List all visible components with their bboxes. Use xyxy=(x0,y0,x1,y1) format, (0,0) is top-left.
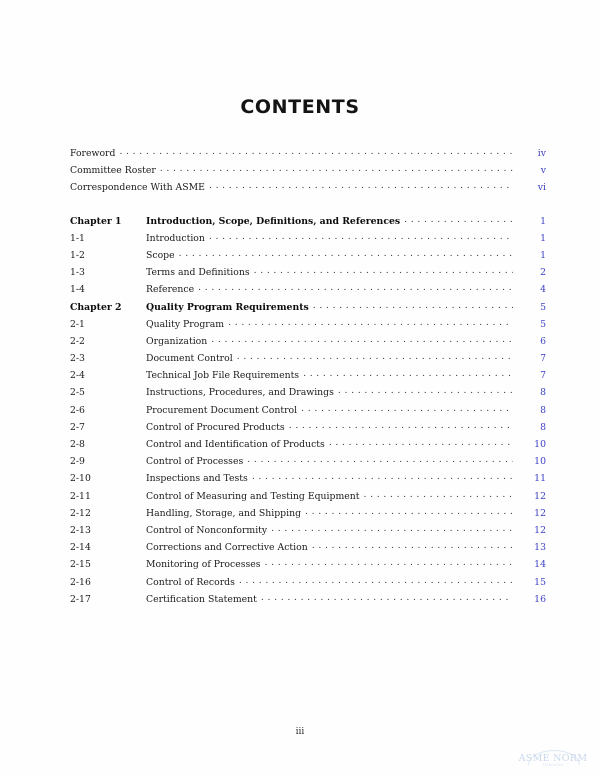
toc-row[interactable] xyxy=(70,335,546,352)
toc-row[interactable] xyxy=(70,232,546,249)
toc-entry-title: Control of Nonconformity xyxy=(146,524,268,536)
dot-leader xyxy=(271,524,513,533)
toc-entry-number: 2-16 xyxy=(70,576,91,588)
toc-entry-number: 2-3 xyxy=(70,353,85,365)
dot-leader xyxy=(364,490,513,499)
toc-row[interactable] xyxy=(70,438,546,455)
toc-entry-title: Reference xyxy=(146,284,195,296)
toc-row[interactable] xyxy=(70,266,546,283)
dot-leader xyxy=(247,455,513,464)
dot-leader xyxy=(252,472,513,481)
toc-entry-title: Introduction, Scope, Definitions, and References xyxy=(146,215,401,227)
toc-entry-page-number: 12 xyxy=(534,524,546,536)
toc-entry-number: 1-4 xyxy=(70,284,85,296)
toc-entry-number: 2-1 xyxy=(70,318,85,330)
toc-entry-page-number: 7 xyxy=(540,353,546,365)
toc-entry-page-number: 1 xyxy=(540,232,546,244)
toc-row[interactable] xyxy=(70,164,546,181)
toc-entry-page-number: 12 xyxy=(534,507,546,519)
toc-entry-title: Technical Job File Requirements xyxy=(146,370,300,382)
toc-entry-page-number: 8 xyxy=(540,387,546,399)
toc-entry-page-number: 14 xyxy=(534,559,546,571)
toc-entry-number: 2-12 xyxy=(70,507,91,519)
dot-leader xyxy=(237,352,513,361)
toc-entry-number: 2-14 xyxy=(70,542,91,554)
dot-leader xyxy=(198,283,513,292)
dot-leader xyxy=(211,335,513,344)
dot-leader xyxy=(301,404,513,413)
toc-row[interactable] xyxy=(70,576,546,593)
toc-entry-page-number: 12 xyxy=(534,490,546,502)
dot-leader xyxy=(119,147,513,156)
toc-entry-title: Correspondence With ASME xyxy=(70,182,205,194)
toc-row[interactable] xyxy=(70,181,546,198)
dot-leader xyxy=(329,438,513,447)
toc-entry-page-number: 4 xyxy=(540,284,546,296)
toc-entry-title: Certification Statement xyxy=(146,593,257,605)
dot-leader xyxy=(312,541,513,550)
dot-leader xyxy=(261,593,513,602)
toc-row[interactable] xyxy=(70,524,546,541)
asme-norm-logo xyxy=(514,747,592,773)
toc-entry-list xyxy=(70,215,546,610)
toc-entry-number: 2-17 xyxy=(70,593,91,605)
table-of-contents xyxy=(70,147,546,610)
toc-row[interactable] xyxy=(70,369,546,386)
toc-entry-page-number: 8 xyxy=(540,421,546,433)
toc-row[interactable] xyxy=(70,386,546,403)
toc-entry-page-number: iv xyxy=(537,148,546,159)
toc-row[interactable] xyxy=(70,455,546,472)
toc-entry-page-number: 16 xyxy=(534,593,546,605)
toc-row[interactable] xyxy=(70,593,546,610)
toc-entry-title: Foreword xyxy=(70,148,116,159)
toc-row[interactable] xyxy=(70,301,546,318)
toc-entry-page-number: 7 xyxy=(540,370,546,382)
toc-entry-page-number: 2 xyxy=(540,267,546,279)
toc-entry-page-number: 11 xyxy=(534,473,546,485)
toc-entry-title: Document Control xyxy=(146,353,233,365)
toc-entry-number: 1-2 xyxy=(70,249,85,261)
dot-leader xyxy=(265,558,513,567)
dot-leader xyxy=(160,164,513,173)
toc-entry-title: Inspections and Tests xyxy=(146,473,248,485)
folio-page-number: iii xyxy=(295,727,305,737)
toc-entry-page-number: 10 xyxy=(534,456,546,468)
dot-leader xyxy=(289,421,513,430)
toc-entry-page-number: 5 xyxy=(540,318,546,330)
toc-row[interactable] xyxy=(70,215,546,232)
toc-entry-title: Terms and Definitions xyxy=(146,267,250,279)
toc-entry-number: 2-6 xyxy=(70,404,85,416)
toc-entry-number: 2-5 xyxy=(70,387,85,399)
dot-leader xyxy=(305,507,513,516)
toc-entry-page-number: 13 xyxy=(534,542,546,554)
toc-entry-number: 2-8 xyxy=(70,439,85,450)
toc-entry-page-number: 1 xyxy=(540,215,546,227)
toc-entry-number: 2-9 xyxy=(70,456,85,468)
toc-entry-title: Quality Program Requirements xyxy=(146,301,309,313)
page-title: CONTENTS xyxy=(240,96,360,118)
toc-row[interactable] xyxy=(70,147,546,164)
toc-entry-number: 2-4 xyxy=(70,370,85,382)
dot-leader xyxy=(209,232,513,241)
toc-entry-number: 1-3 xyxy=(70,267,85,279)
toc-entry-title: Corrections and Corrective Action xyxy=(146,542,308,554)
logo-arc-icon xyxy=(528,750,580,765)
toc-entry-title: Control and Identification of Products xyxy=(146,439,325,450)
front-matter-list xyxy=(70,147,546,199)
toc-entry-title: Monitoring of Processes xyxy=(146,559,261,571)
toc-entry-title: Introduction xyxy=(146,232,205,244)
toc-row[interactable] xyxy=(70,490,546,507)
toc-row[interactable] xyxy=(70,472,546,489)
toc-entry-number: 2-2 xyxy=(70,335,85,347)
toc-row[interactable] xyxy=(70,507,546,524)
toc-entry-page-number: vi xyxy=(537,182,546,194)
toc-entry-page-number: 15 xyxy=(534,576,546,588)
toc-row[interactable] xyxy=(70,421,546,438)
toc-entry-title: Organization xyxy=(146,335,208,347)
toc-entry-title: Instructions, Procedures, and Drawings xyxy=(146,387,334,399)
toc-entry-number: Chapter 1 xyxy=(70,215,122,227)
toc-entry-number: 1-1 xyxy=(70,232,85,244)
toc-entry-page-number: 8 xyxy=(540,404,546,416)
dot-leader xyxy=(404,215,513,224)
logo-subtext: STANDARDS xyxy=(542,763,564,767)
dot-leader xyxy=(313,301,513,310)
dot-leader xyxy=(228,318,513,327)
toc-row[interactable] xyxy=(70,318,546,335)
toc-entry-page-number: 6 xyxy=(540,335,546,347)
toc-entry-title: Control of Procured Products xyxy=(146,421,285,433)
toc-row[interactable] xyxy=(70,283,546,300)
toc-entry-title: Committee Roster xyxy=(70,165,156,177)
toc-entry-number: Chapter 2 xyxy=(70,301,122,313)
dot-leader xyxy=(209,181,513,190)
toc-entry-page-number: v xyxy=(540,165,546,177)
toc-entry-page-number: 5 xyxy=(540,301,546,313)
toc-entry-title: Procurement Document Control xyxy=(146,404,298,416)
toc-entry-title: Quality Program xyxy=(146,318,225,330)
toc-entry-number: 2-10 xyxy=(70,473,91,485)
toc-entry-title: Control of Processes xyxy=(146,456,244,468)
toc-entry-title: Scope xyxy=(146,249,175,261)
dot-leader xyxy=(254,266,513,275)
dot-leader xyxy=(303,369,513,378)
toc-entry-title: Control of Records xyxy=(146,576,235,588)
toc-row[interactable] xyxy=(70,249,546,266)
toc-entry-number: 2-7 xyxy=(70,421,85,433)
toc-entry-title: Control of Measuring and Testing Equipment xyxy=(146,490,360,502)
toc-row[interactable] xyxy=(70,404,546,421)
toc-row[interactable] xyxy=(70,541,546,558)
dot-leader xyxy=(179,249,513,258)
toc-entry-number: 2-15 xyxy=(70,559,91,571)
toc-entry-page-number: 1 xyxy=(540,249,546,261)
toc-entry-number: 2-13 xyxy=(70,524,91,536)
toc-entry-title: Handling, Storage, and Shipping xyxy=(146,507,302,519)
logo-wordmark: ASME NORM xyxy=(518,753,588,764)
toc-row[interactable] xyxy=(70,352,546,369)
toc-entry-page-number: 10 xyxy=(534,439,546,450)
toc-entry-number: 2-11 xyxy=(70,490,91,502)
dot-leader xyxy=(338,386,513,395)
toc-row[interactable] xyxy=(70,558,546,575)
dot-leader xyxy=(239,576,513,585)
